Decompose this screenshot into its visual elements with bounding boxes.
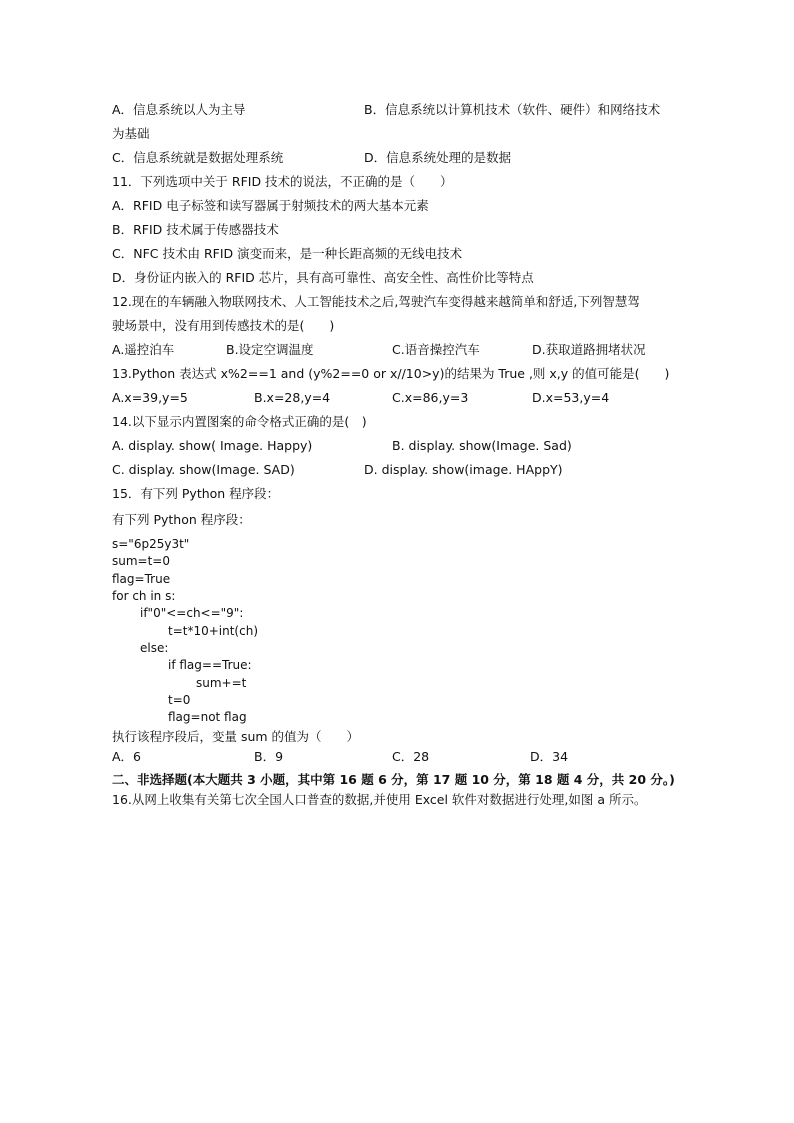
code-line: sum=t=0	[112, 554, 170, 568]
code-line: t=0	[168, 693, 191, 707]
q15-option-c: C．28	[392, 749, 430, 764]
q14-option-c: C. display. show(Image. SAD)	[112, 462, 295, 477]
code-line: s="6p25y3t"	[112, 537, 190, 551]
q10-option-d: D．信息系统处理的是数据	[364, 150, 512, 165]
code-line: sum+=t	[196, 676, 247, 690]
q15-question: 执行该程序段后，变量 sum 的值为（ ）	[112, 729, 360, 744]
q15-option-d: D．34	[530, 749, 569, 764]
code-line: flag=not flag	[168, 710, 247, 724]
q12-option-a: A.遥控泊车	[112, 342, 175, 357]
q15-stem-repeat: 有下列 Python 程序段：	[112, 512, 251, 527]
q14-stem: 14.以下显示内置图案的命令格式正确的是( )	[112, 414, 367, 429]
code-line: else:	[140, 641, 169, 655]
q15-option-b: B．9	[254, 749, 284, 764]
q14-option-b: B. display. show(Image. Sad)	[392, 438, 572, 453]
q12-stem-line2: 驶场景中，没有用到传感技术的是( )	[112, 318, 335, 333]
q13-option-b: B.x=28,y=4	[254, 390, 331, 405]
q12-option-d: D.获取道路拥堵状况	[532, 342, 646, 357]
q13-option-a: A.x=39,y=5	[112, 390, 188, 405]
q14-option-d: D. display. show(image. HAppY)	[364, 462, 563, 477]
code-line: flag=True	[112, 572, 171, 586]
q12-stem-line1: 12.现在的车辆融入物联网技术、人工智能技术之后,驾驶汽车变得越来越简单和舒适,下列智慧驾	[112, 294, 640, 309]
q15-option-a: A．6	[112, 749, 142, 764]
q12-option-c: C.语音操控汽车	[392, 342, 480, 357]
q13-stem: 13.Python 表达式 x%2==1 and (y%2==0 or x//10>y)的结果为 True ,则 x,y 的值可能是( )	[112, 366, 670, 381]
q12-option-b: B.设定空调温度	[226, 342, 314, 357]
code-line: if"0"<=ch<="9":	[140, 606, 244, 620]
q14-option-a: A. display. show( Image. Happy)	[112, 438, 313, 453]
section2-heading: 二、非选择题(本大题共 3 小题，其中第 16 题 6 分，第 17 题 10 分，第 18 题 4 分，共 20 分。)	[112, 772, 675, 787]
code-line: t=t*10+int(ch)	[168, 624, 258, 638]
q15-stem: 15．有下列 Python 程序段：	[112, 486, 280, 501]
q11-option-b: B．RFID 技术属于传感器技术	[112, 222, 279, 237]
q11-option-a: A．RFID 电子标签和读写器属于射频技术的两大基本元素	[112, 198, 429, 213]
q10-option-b-continued: 为基础	[112, 126, 150, 141]
q16-stem: 16.从网上收集有关第七次全国人口普查的数据,并使用 Excel 软件对数据进行处理,如图 a 所示。	[112, 792, 647, 807]
q11-option-d: D．身份证内嵌入的 RFID 芯片，具有高可靠性、高安全性、高性价比等特点	[112, 270, 534, 285]
q11-option-c: C．NFC 技术由 RFID 演变而来，是一种长距高频的无线电技术	[112, 246, 463, 261]
q11-stem: 11．下列选项中关于 RFID 技术的说法，不正确的是（ ）	[112, 174, 453, 189]
code-line: for ch in s:	[112, 589, 176, 603]
q13-option-c: C.x=86,y=3	[392, 390, 469, 405]
code-line: if flag==True:	[168, 658, 252, 672]
q13-option-d: D.x=53,y=4	[532, 390, 610, 405]
q10-option-b: B．信息系统以计算机技术（软件、硬件）和网络技术	[364, 102, 661, 117]
q10-option-a: A．信息系统以人为主导	[112, 102, 246, 117]
q10-option-c: C．信息系统就是数据处理系统	[112, 150, 284, 165]
